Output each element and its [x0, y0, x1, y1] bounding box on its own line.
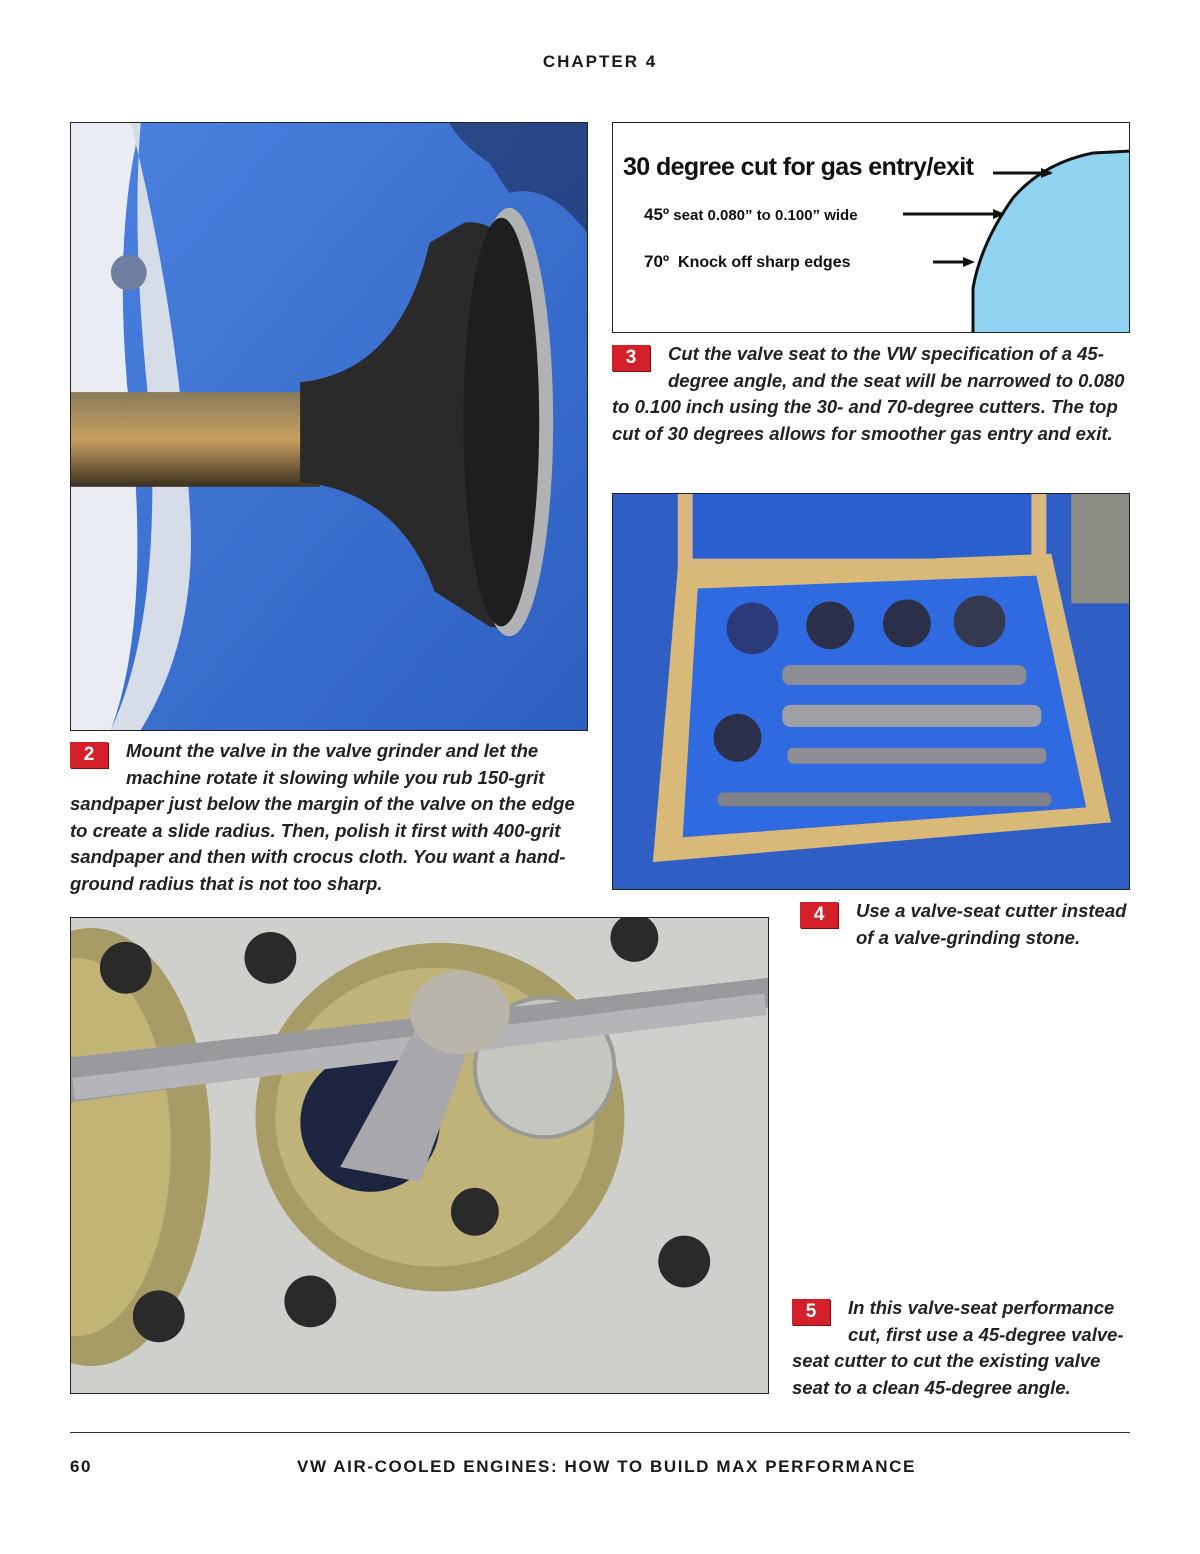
- book-title: VW AIR-COOLED ENGINES: HOW TO BUILD MAX PERFORMANCE: [297, 1457, 916, 1476]
- diagram-70-degree: 70º: [644, 252, 670, 271]
- caption-4: [800, 898, 1130, 951]
- caption-5: [792, 1295, 1130, 1401]
- diagram-70-text: Knock off sharp edges: [678, 254, 851, 271]
- caption-3: [612, 341, 1130, 447]
- caption-5-text: In this valve-seat performance cut, first use a 45-degree valve-seat cutter to cut the existing valve seat to a clean 45-degree angle.: [792, 1297, 1124, 1398]
- diagram-45-text: seat 0.080” to 0.100” wide: [673, 207, 858, 224]
- valve-seat-diagram: [612, 122, 1130, 333]
- step-badge-3: 3: [612, 345, 650, 371]
- step-badge-2: 2: [70, 742, 108, 768]
- valve-photo: [70, 122, 588, 731]
- caption-4-text: Use a valve-seat cutter instead of a valve-grinding stone.: [856, 900, 1127, 948]
- valve-seat-cutter-kit-photo: [612, 493, 1130, 890]
- footer-rule: [70, 1432, 1130, 1433]
- chapter-header: CHAPTER 4: [542, 52, 658, 71]
- diagram-label-45: [644, 205, 858, 225]
- cylinder-head-cut-photo: [70, 917, 769, 1394]
- step-badge-4: 4: [800, 902, 838, 928]
- caption-2-text: Mount the valve in the valve grinder and let the machine rotate it slowing while you rub 150-grit sandpaper just below the margin of the valve on the edge to create a slide radius. Then, polish it first with 400-grit sandpaper and then with crocus cloth. You want a hand-ground radius that is not too sharp.: [70, 740, 575, 894]
- diagram-label-70: [644, 252, 851, 272]
- diagram-label-30: 30 degree cut for gas entry/exit: [623, 153, 974, 181]
- caption-3-text: Cut the valve seat to the VW specification of a 45-degree angle, and the seat will be narrowed to 0.080 to 0.100 inch using the 30- and 70-degree cutters. The top cut of 30 degrees allows for smoother gas entry and exit.: [612, 343, 1125, 444]
- page-number: 60: [70, 1457, 93, 1476]
- caption-2: [70, 738, 585, 897]
- step-badge-5: 5: [792, 1299, 830, 1325]
- diagram-45-degree: 45º: [644, 205, 670, 224]
